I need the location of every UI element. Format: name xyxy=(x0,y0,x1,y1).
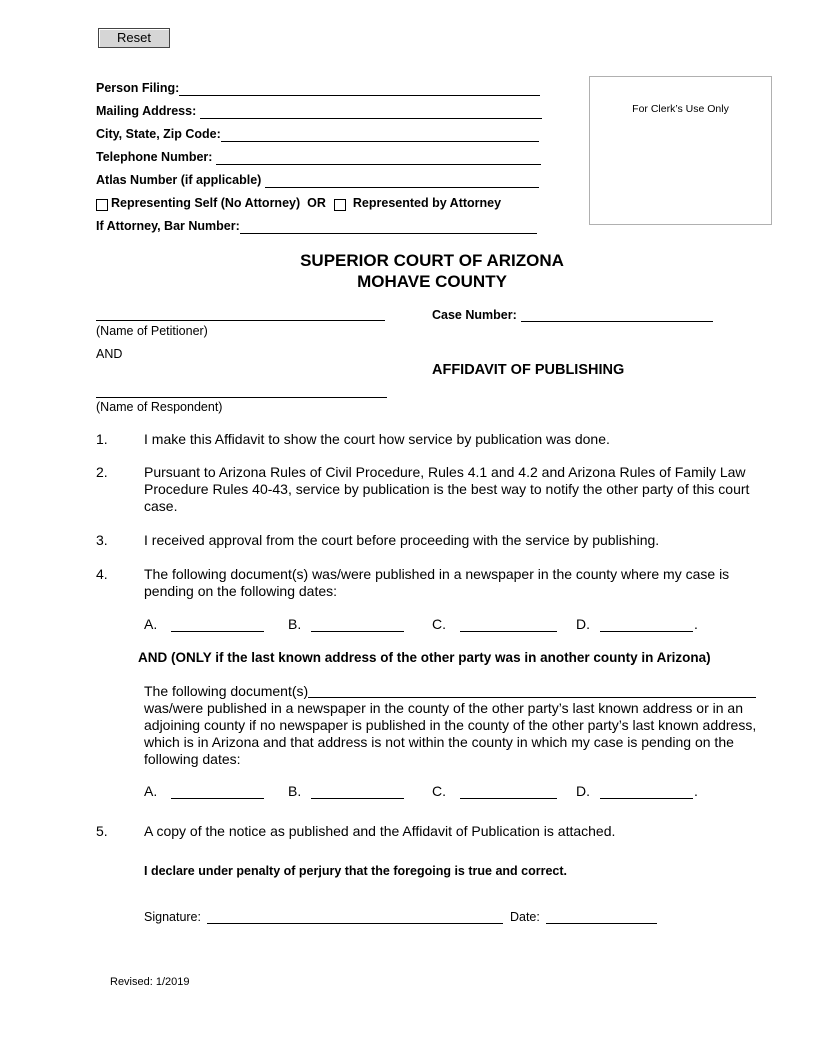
court-title-line2: MOHAVE COUNTY xyxy=(357,272,507,291)
item-3-text: I received approval from the court before proceeding with the service by publishing. xyxy=(144,532,660,548)
represented-by-attorney-label: Represented by Attorney xyxy=(352,196,502,210)
date2-a-field[interactable] xyxy=(171,784,264,799)
revised-label: Revised: 1/2019 xyxy=(110,976,190,988)
date2-row-period: . xyxy=(694,783,698,799)
atlas-number-label: Atlas Number (if applicable) xyxy=(96,173,262,187)
date-d-field[interactable] xyxy=(600,617,693,632)
bar-number-row xyxy=(96,218,537,234)
date-label: Date: xyxy=(509,910,540,924)
court-title-line1: SUPERIOR COURT OF ARIZONA xyxy=(300,251,564,270)
date2-b-field[interactable] xyxy=(311,784,404,799)
second-document-field[interactable] xyxy=(308,683,756,698)
date2-c-label: C. xyxy=(432,783,446,799)
date2-d-label: D. xyxy=(576,783,590,799)
mailing-address-row xyxy=(96,103,542,119)
telephone-field[interactable] xyxy=(216,152,541,165)
item-5-text: A copy of the notice as published and the Affidavit of Publication is attached. xyxy=(144,823,616,839)
second-paragraph xyxy=(144,683,770,768)
case-number-field[interactable] xyxy=(521,309,713,322)
and-only-heading: AND (ONLY if the last known address of the other party was in another county in Arizona) xyxy=(138,650,711,665)
second-dates-row xyxy=(144,783,704,801)
date2-a-label: A. xyxy=(144,783,158,799)
signature-field[interactable] xyxy=(207,911,503,924)
atlas-number-field[interactable] xyxy=(265,175,539,188)
city-state-zip-label: City, State, Zip Code: xyxy=(96,127,221,141)
second-paragraph-rest: was/were published in a newspaper in the county of the other party’s last known address or in an adjoining county if no newspaper is published in the county of the other party’s last known address, which is in Arizona and that address is not within the county in which my case is pending on the following dates: xyxy=(144,700,757,767)
telephone-row xyxy=(96,149,541,165)
petitioner-label: (Name of Petitioner) xyxy=(96,324,208,338)
and-label: AND xyxy=(96,347,123,361)
date-field[interactable] xyxy=(546,911,657,924)
item-2-text: Pursuant to Arizona Rules of Civil Procedure, Rules 4.1 and 4.2 and Arizona Rules of Family Law Procedure Rules 40-43, service by publication is the best way to notify the other party of this court case. xyxy=(144,464,750,514)
date-d-label: D. xyxy=(576,616,590,632)
atlas-number-row xyxy=(96,172,539,188)
date2-c-field[interactable] xyxy=(460,784,557,799)
representation-row xyxy=(96,195,501,211)
item-4-text: The following document(s) was/were published in a newspaper in the county where my case is pending on the following dates: xyxy=(144,566,730,599)
declaration: I declare under penalty of perjury that the foregoing is true and correct. xyxy=(144,864,567,878)
date-c-field[interactable] xyxy=(460,617,557,632)
date-c-label: C. xyxy=(432,616,446,632)
date-b-label: B. xyxy=(288,616,302,632)
represented-by-attorney-checkbox[interactable] xyxy=(334,199,346,211)
person-filing-label: Person Filing: xyxy=(96,81,180,95)
representing-self-label: Representing Self (No Attorney) xyxy=(111,196,301,210)
mailing-address-field[interactable] xyxy=(200,106,542,119)
petitioner-name-field[interactable] xyxy=(96,320,385,321)
clerk-use-box xyxy=(589,76,772,225)
reset-button[interactable]: Reset xyxy=(98,28,170,48)
city-state-zip-field[interactable] xyxy=(221,129,539,142)
case-number-row xyxy=(432,308,713,322)
case-number-label: Case Number: xyxy=(432,308,517,322)
item-4-number: 4. xyxy=(96,566,108,582)
signature-row xyxy=(144,910,657,924)
clerk-use-label: For Clerk’s Use Only xyxy=(632,103,729,115)
item-1-text: I make this Affidavit to show the court how service by publication was done. xyxy=(144,431,610,447)
city-state-zip-row xyxy=(96,126,539,142)
second-paragraph-lead: The following document(s) xyxy=(144,683,309,699)
person-filing-row xyxy=(96,80,540,96)
date-b-field[interactable] xyxy=(311,617,404,632)
respondent-name-field[interactable] xyxy=(96,397,387,398)
item-3-number: 3. xyxy=(96,532,108,548)
signature-label: Signature: xyxy=(144,910,201,924)
first-dates-row xyxy=(144,616,704,634)
representing-self-checkbox[interactable] xyxy=(96,199,108,211)
date-a-label: A. xyxy=(144,616,158,632)
person-filing-field[interactable] xyxy=(179,83,540,96)
bar-number-field[interactable] xyxy=(240,221,537,234)
respondent-label: (Name of Respondent) xyxy=(96,400,223,414)
date2-b-label: B. xyxy=(288,783,302,799)
mailing-address-label: Mailing Address: xyxy=(96,104,197,118)
date-a-field[interactable] xyxy=(171,617,264,632)
form-title: AFFIDAVIT OF PUBLISHING xyxy=(432,362,625,378)
date-row-period: . xyxy=(694,616,698,632)
item-2-number: 2. xyxy=(96,464,108,480)
item-5-number: 5. xyxy=(96,823,108,839)
date2-d-field[interactable] xyxy=(600,784,693,799)
item-1-number: 1. xyxy=(96,431,108,447)
bar-number-label: If Attorney, Bar Number: xyxy=(96,219,240,233)
telephone-label: Telephone Number: xyxy=(96,150,213,164)
or-label: OR xyxy=(307,196,326,210)
